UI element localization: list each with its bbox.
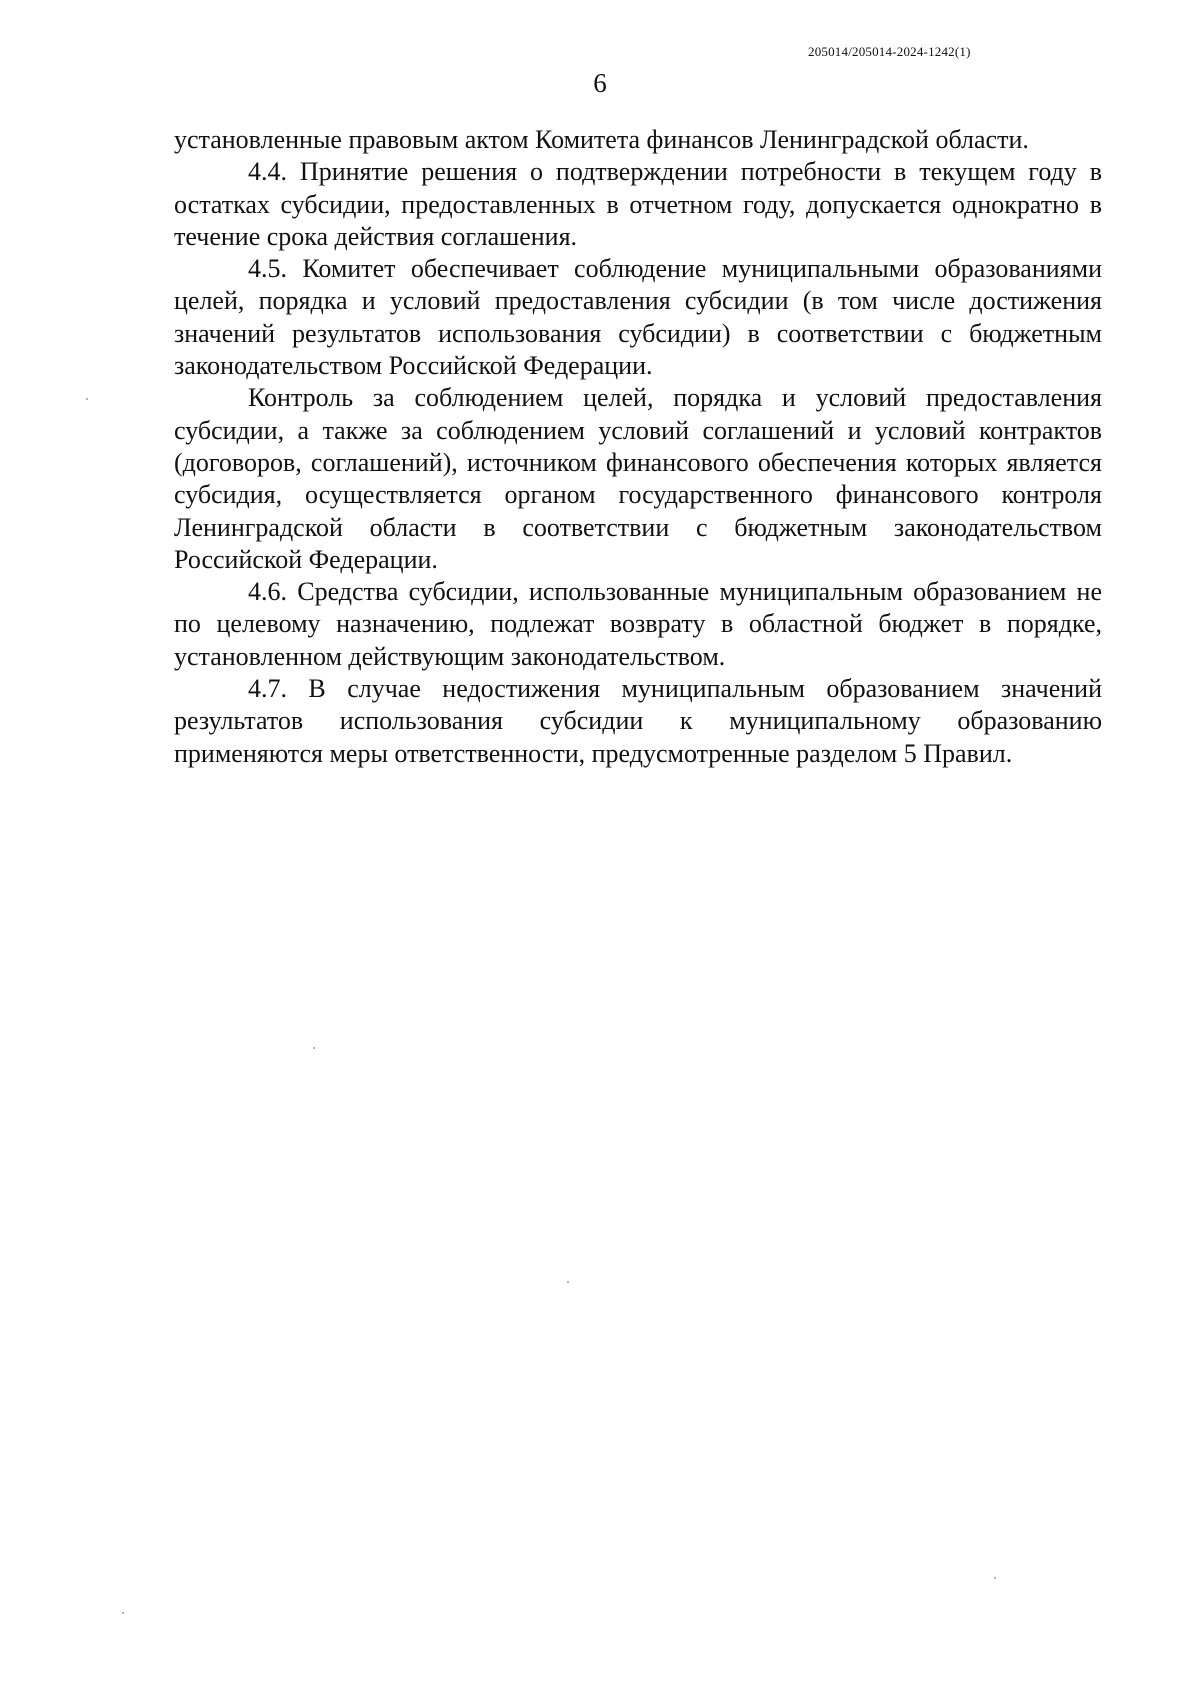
document-id: 205014/205014-2024-1242(1) [808, 44, 971, 59]
scan-speck [313, 1047, 315, 1049]
paragraph-control: Контроль за соблюдением целей, порядка и условий предоставления субсидии, а также за соблюдением условий соглашений и условий контрактов (договоров, соглашений), источником финансового обеспечения которых является субсидия, осуществляется органом государственного финансового контроля Ленинградской области в соответствии с бюджетным законодательством Российской Федерации. [174, 383, 1102, 574]
scan-speck [567, 1281, 569, 1283]
scan-speck [122, 1612, 124, 1614]
paragraph-4-7: 4.7. В случае недостижения муниципальным образованием значений результатов использования субсидии к муниципальному образованию применяются меры ответственности, предусмотренные разделом 5 Правил. [174, 674, 1102, 768]
scan-speck [994, 1577, 996, 1579]
document-body [174, 124, 1102, 770]
paragraph-4-5: 4.5. Комитет обеспечивает соблюдение муниципальными образованиями целей, порядка и условий предоставления субсидии (в том числе достижения значений результатов использования субсидии) в соответствии с бюджетным законодательством Российской Федерации. [174, 254, 1102, 381]
page-number: 6 [593, 68, 607, 98]
paragraph-4-6: 4.6. Средства субсидии, использованные муниципальным образованием не по целевому назначению, подлежат возврату в областной бюджет в порядке, установленном действующим законодательством. [174, 577, 1102, 671]
paragraph-continuation: установленные правовым актом Комитета финансов Ленинградской области. [174, 125, 1029, 154]
scan-speck [86, 398, 88, 400]
paragraph-4-4: 4.4. Принятие решения о подтверждении потребности в текущем году в остатках субсидии, предоставленных в отчетном году, допускается однократно в течение срока действия соглашения. [174, 157, 1102, 251]
